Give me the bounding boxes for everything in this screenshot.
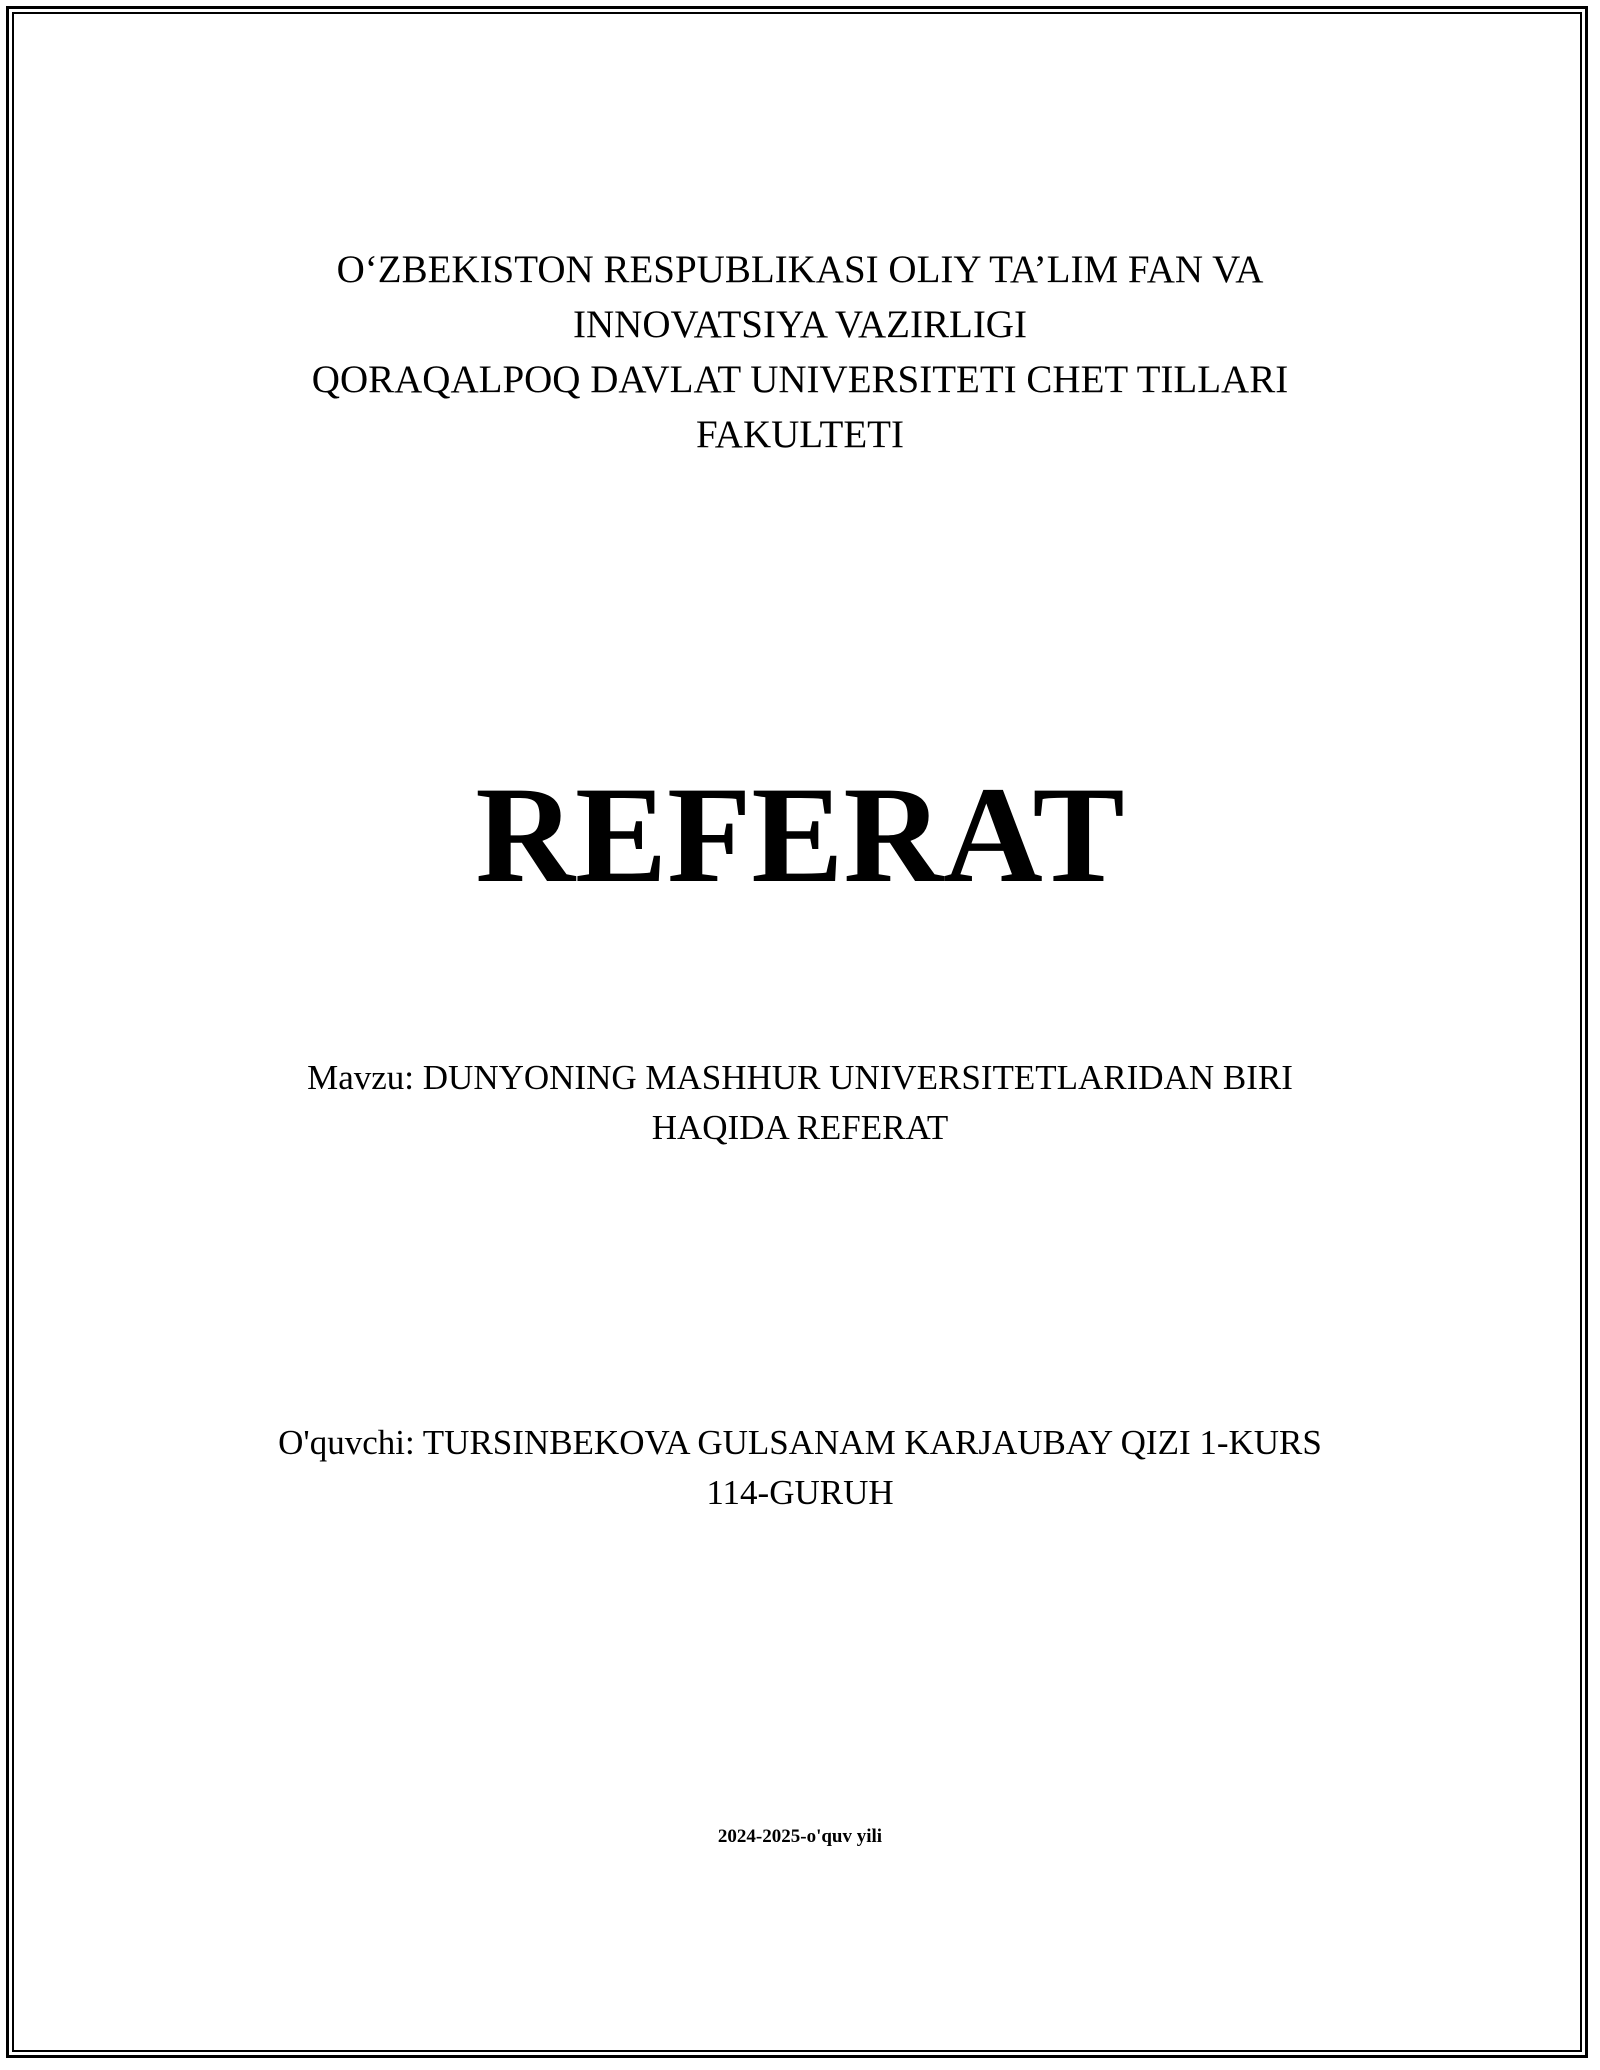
header-line: FAKULTETI [696, 413, 904, 456]
topic-line: HAQIDA REFERAT [651, 1108, 949, 1147]
ministry-header [0, 242, 1600, 462]
topic-block [0, 1053, 1600, 1153]
header-line: INNOVATSIYA VAZIRLIGI [573, 303, 1027, 346]
student-line: O'quvchi: TURSINBEKOVA GULSANAM KARJAUBAY QIZI 1-KURS [278, 1423, 1322, 1462]
academic-year: 2024-2025-o'quv yili [717, 1826, 883, 1847]
document-title: REFERAT [475, 758, 1125, 911]
topic-line: Mavzu: DUNYONING MASHHUR UNIVERSITETLARIDAN BIRI [307, 1058, 1293, 1097]
student-block [0, 1418, 1600, 1518]
student-line: 114-GURUH [706, 1473, 894, 1512]
header-line: QORAQALPOQ DAVLAT UNIVERSITETI CHET TILLARI [311, 358, 1289, 401]
header-line: O‘ZBEKISTON RESPUBLIKASI OLIY TA’LIM FAN VA [336, 248, 1264, 291]
